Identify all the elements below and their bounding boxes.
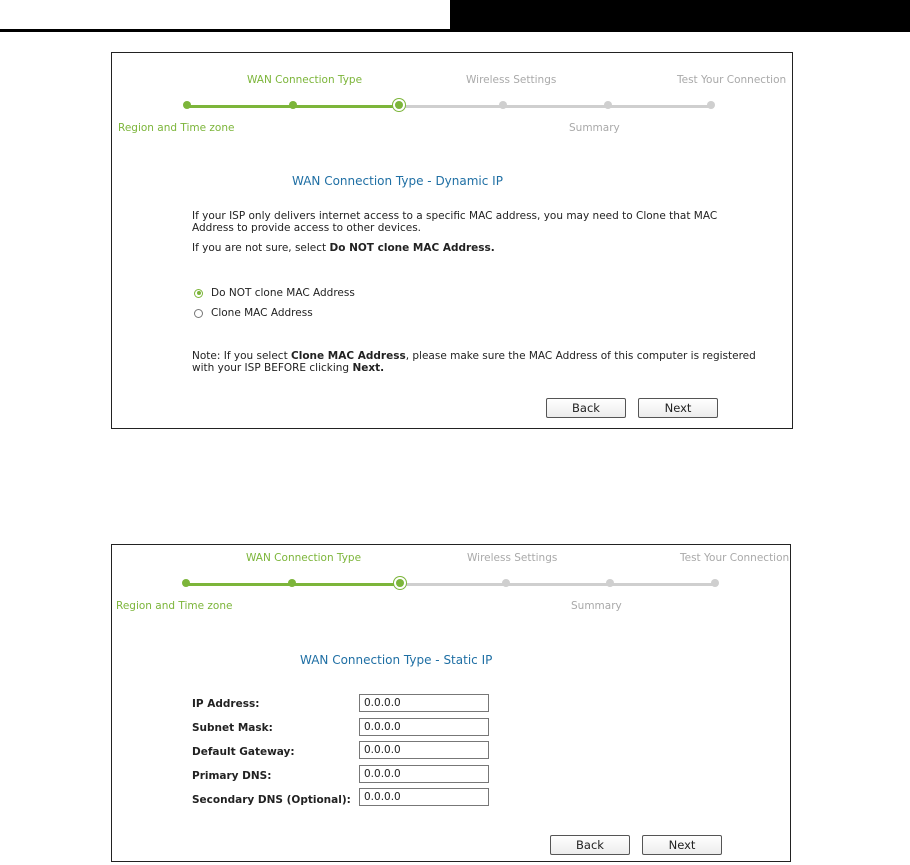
static-ip-panel [111, 544, 791, 862]
step-dot-wireless [502, 579, 510, 587]
step-label-test-your-connection: Test Your Connection [677, 74, 787, 86]
note-middle: , please make sure the MAC Address of this computer is registered [405, 350, 756, 362]
ip-address-label: IP Address: [192, 698, 260, 710]
unsure-prefix: If you are not sure, select [192, 242, 330, 254]
note-bold-next: Next. [352, 362, 385, 374]
step-dot-region [183, 101, 191, 109]
step-label-region-and-time-zone: Region and Time zone [118, 122, 235, 134]
header-black-bar [450, 0, 910, 32]
step-dot-test [711, 579, 719, 587]
intro-line-2: Address to provide access to other devices. [192, 222, 422, 234]
primary-dns-label: Primary DNS: [192, 770, 272, 782]
ip-address-input[interactable] [359, 694, 489, 712]
note-prefix: Note: If you select [192, 350, 292, 362]
step-dot-region [182, 579, 190, 587]
radio-unchecked-icon[interactable] [194, 309, 203, 318]
subnet-mask-label: Subnet Mask: [192, 722, 273, 734]
note-bold-clone: Clone MAC Address [291, 350, 406, 362]
note-text [192, 350, 756, 374]
step-dot-wan [288, 579, 296, 587]
step-dot-summary [606, 579, 614, 587]
step-label-wireless-settings: Wireless Settings [466, 74, 557, 86]
step-dot-summary [604, 101, 612, 109]
next-button[interactable]: Next [638, 398, 718, 418]
page-title: WAN Connection Type - Static IP [300, 653, 493, 667]
step-label-test-your-connection: Test Your Connection [680, 552, 790, 564]
step-dot-wan [289, 101, 297, 109]
note-line-2 [192, 362, 756, 374]
step-label-wireless-settings: Wireless Settings [467, 552, 558, 564]
step-label-summary: Summary [571, 600, 622, 612]
progress-track-remaining [399, 105, 711, 108]
subnet-mask-input[interactable] [359, 718, 489, 736]
back-button[interactable]: Back [546, 398, 626, 418]
radio-label-clone-mac: Clone MAC Address [211, 307, 313, 319]
header-rule [0, 29, 450, 32]
unsure-text [192, 242, 495, 254]
step-dot-current [396, 579, 404, 587]
secondary-dns-label: Secondary DNS (Optional): [192, 794, 351, 806]
intro-text [192, 210, 717, 234]
note-line-1 [192, 350, 756, 362]
radio-label-do-not-clone: Do NOT clone MAC Address [211, 287, 355, 299]
dynamic-ip-panel [111, 52, 793, 429]
radio-do-not-clone[interactable] [194, 287, 355, 299]
back-button[interactable]: Back [550, 835, 630, 855]
intro-line-1: If your ISP only delivers internet access to a specific MAC address, you may need to Clone that MAC [192, 210, 718, 222]
step-label-wan-connection-type: WAN Connection Type [247, 74, 363, 86]
radio-checked-icon[interactable] [194, 289, 203, 298]
progress-track-remaining [400, 583, 716, 586]
default-gateway-input[interactable] [359, 741, 489, 759]
step-label-wan-connection-type: WAN Connection Type [246, 552, 362, 564]
unsure-bold: Do NOT clone MAC Address. [329, 242, 495, 254]
primary-dns-input[interactable] [359, 765, 489, 783]
step-label-summary: Summary [569, 122, 620, 134]
secondary-dns-input[interactable] [359, 788, 489, 806]
step-dot-wireless [499, 101, 507, 109]
default-gateway-label: Default Gateway: [192, 746, 295, 758]
step-label-region-and-time-zone: Region and Time zone [116, 600, 233, 612]
page-title: WAN Connection Type - Dynamic IP [292, 174, 503, 188]
step-dot-current [395, 101, 403, 109]
next-button[interactable]: Next [642, 835, 722, 855]
step-dot-test [707, 101, 715, 109]
radio-clone-mac[interactable] [194, 307, 313, 319]
note-line2-prefix: with your ISP BEFORE clicking [192, 362, 353, 374]
